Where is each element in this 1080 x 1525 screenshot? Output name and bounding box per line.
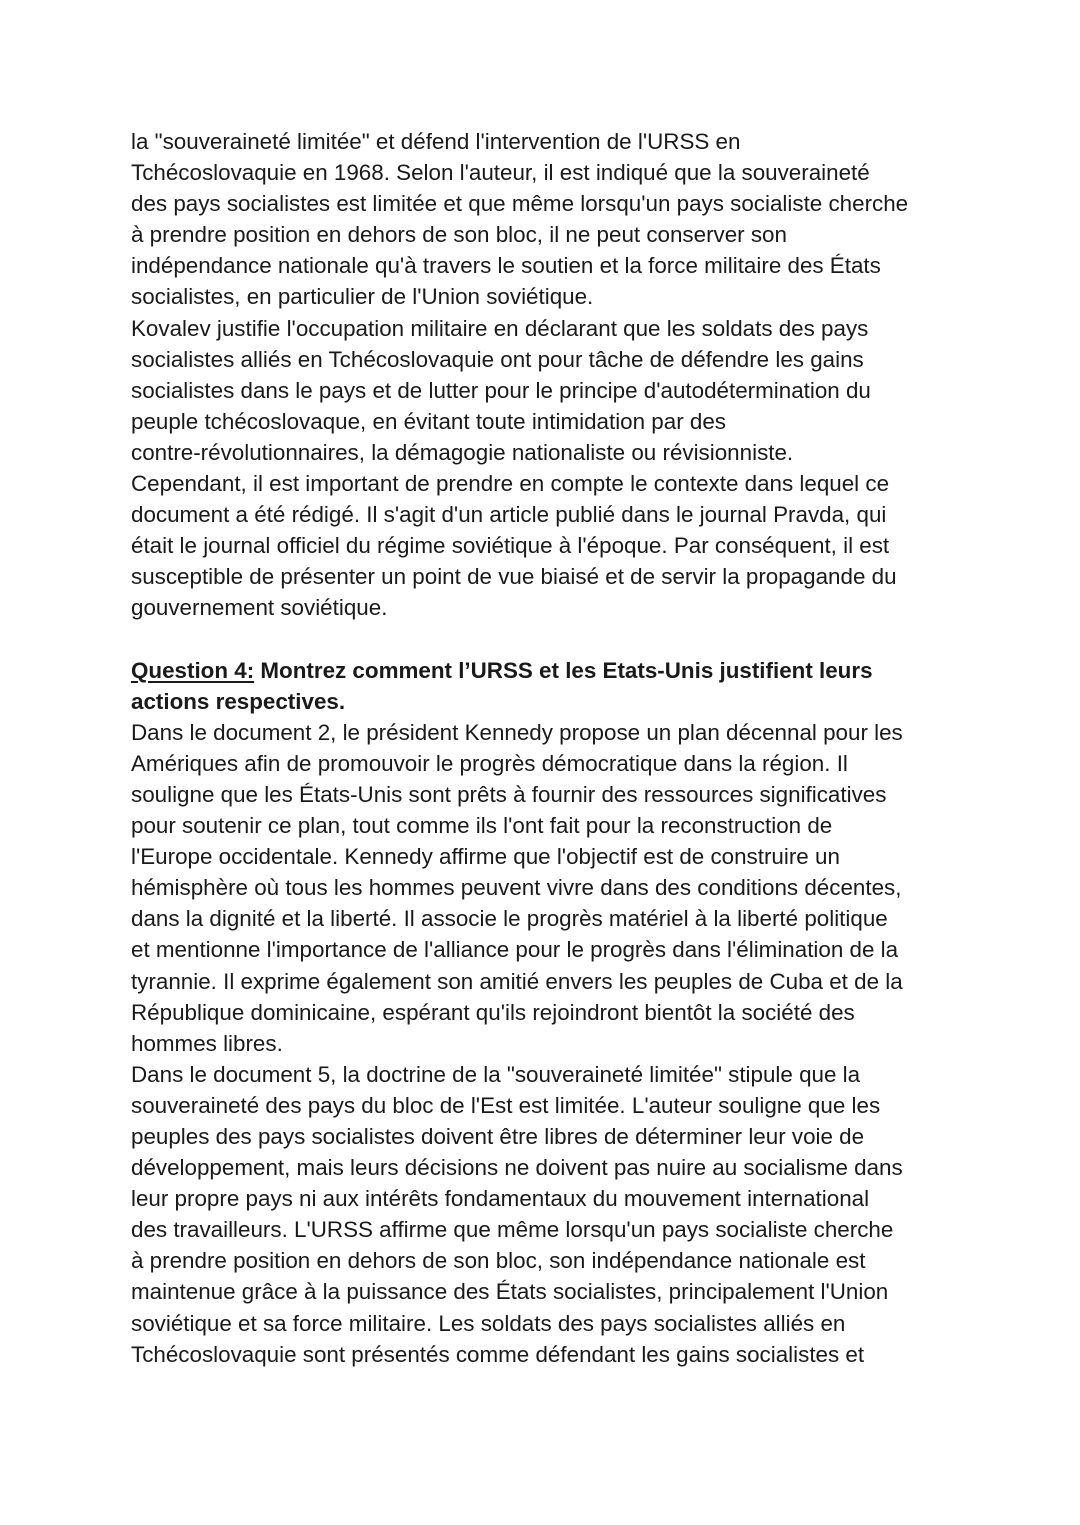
text-line: à prendre position en dehors de son bloc, il ne peut conserver son bbox=[131, 222, 787, 248]
text-line: était le journal officiel du régime soviétique à l'époque. Par conséquent, il est bbox=[131, 533, 890, 559]
text-line: l'Europe occidentale. Kennedy affirme que l'objectif est de construire un bbox=[131, 844, 840, 870]
text-line: Cependant, il est important de prendre en compte le contexte dans lequel ce bbox=[131, 471, 890, 497]
text-line: hommes libres. bbox=[131, 1030, 283, 1056]
text-line: dans la dignité et la liberté. Il associe le progrès matériel à la liberté politique bbox=[131, 906, 888, 932]
paragraph-4 bbox=[131, 717, 961, 1059]
text-line: souveraineté des pays du bloc de l'Est est limitée. L'auteur souligne que les bbox=[131, 1092, 881, 1118]
text-line: hémisphère où tous les hommes peuvent vivre dans des conditions décentes, bbox=[131, 875, 902, 901]
text-line: Tchécoslovaquie sont présentés comme défendant les gains socialistes et bbox=[131, 1341, 865, 1367]
text-line: la "souveraineté limitée" et défend l'intervention de l'URSS en bbox=[131, 129, 741, 154]
text-line: développement, mais leurs décisions ne doivent pas nuire au socialisme dans bbox=[131, 1155, 903, 1181]
text-line: peuple tchécoslovaque, en évitant toute intimidation par des bbox=[131, 408, 726, 434]
text-line: document a été rédigé. Il s'agit d'un article publié dans le journal Pravda, qui bbox=[131, 502, 887, 528]
text-line: indépendance nationale qu'à travers le soutien et la force militaire des États bbox=[131, 253, 881, 279]
question-line bbox=[131, 655, 961, 686]
text-line: soviétique et sa force militaire. Les soldats des pays socialistes alliés en bbox=[131, 1310, 846, 1336]
text-line: maintenue grâce à la puissance des États socialistes, principalement l'Union bbox=[131, 1279, 889, 1305]
text-line: à prendre position en dehors de son bloc, son indépendance nationale est bbox=[131, 1248, 866, 1274]
text-line: Dans le document 5, la doctrine de la "souveraineté limitée" stipule que la bbox=[131, 1061, 861, 1087]
text-line: peuples des pays socialistes doivent être libres de déterminer leur voie de bbox=[131, 1124, 865, 1149]
text-line: Dans le document 2, le président Kennedy propose un plan décennal pour les bbox=[131, 719, 903, 745]
text-line: Amériques afin de promouvoir le progrès démocratique dans la région. Il bbox=[131, 750, 848, 776]
text-line: des travailleurs. L'URSS affirme que même lorsqu'un pays socialiste cherche bbox=[131, 1217, 894, 1243]
text-line: socialistes alliés en Tchécoslovaquie ont pour tâche de défendre les gains bbox=[131, 346, 864, 372]
text-line: socialistes dans le pays et de lutter pour le principe d'autodétermination du bbox=[131, 377, 871, 403]
text-line: susceptible de présenter un point de vue biaisé et de servir la propagande du bbox=[131, 564, 897, 590]
text-line: et mentionne l'importance de l'alliance pour le progrès dans l'élimination de la bbox=[131, 937, 899, 963]
question-line: actions respectives. bbox=[131, 688, 346, 714]
question-4-heading bbox=[131, 655, 961, 717]
text-line: socialistes, en particulier de l'Union soviétique. bbox=[131, 284, 594, 310]
question-label: Question 4: bbox=[131, 657, 255, 683]
text-line: pour soutenir ce plan, tout comme ils l'ont fait pour la reconstruction de bbox=[131, 813, 833, 839]
paragraph-3 bbox=[131, 468, 961, 623]
text-line: République dominicaine, espérant qu'ils rejoindront bientôt la société des bbox=[131, 999, 855, 1025]
text-line: leur propre pays ni aux intérêts fondamentaux du mouvement international bbox=[131, 1186, 870, 1212]
text-line: souligne que les États-Unis sont prêts à fournir des ressources significatives bbox=[131, 781, 887, 807]
blank-line bbox=[131, 624, 961, 655]
text-line: Kovalev justifie l'occupation militaire en déclarant que les soldats des pays bbox=[131, 315, 869, 341]
text-line: tyrannie. Il exprime également son amitié envers les peuples de Cuba et de la bbox=[131, 968, 903, 994]
paragraph-5 bbox=[131, 1059, 961, 1370]
paragraph-2 bbox=[131, 313, 961, 468]
text-line: des pays socialistes est limitée et que même lorsqu'un pays socialiste cherche bbox=[131, 191, 909, 217]
question-text: Montrez comment l’URSS et les Etats-Unis justifient leurs bbox=[254, 657, 873, 683]
paragraph-1 bbox=[131, 126, 961, 313]
document-page bbox=[131, 126, 961, 1370]
text-line: Tchécoslovaquie en 1968. Selon l'auteur, il est indiqué que la souveraineté bbox=[131, 160, 870, 186]
text-line: gouvernement soviétique. bbox=[131, 595, 388, 621]
text-line: contre-révolutionnaires, la démagogie nationaliste ou révisionniste. bbox=[131, 439, 794, 465]
